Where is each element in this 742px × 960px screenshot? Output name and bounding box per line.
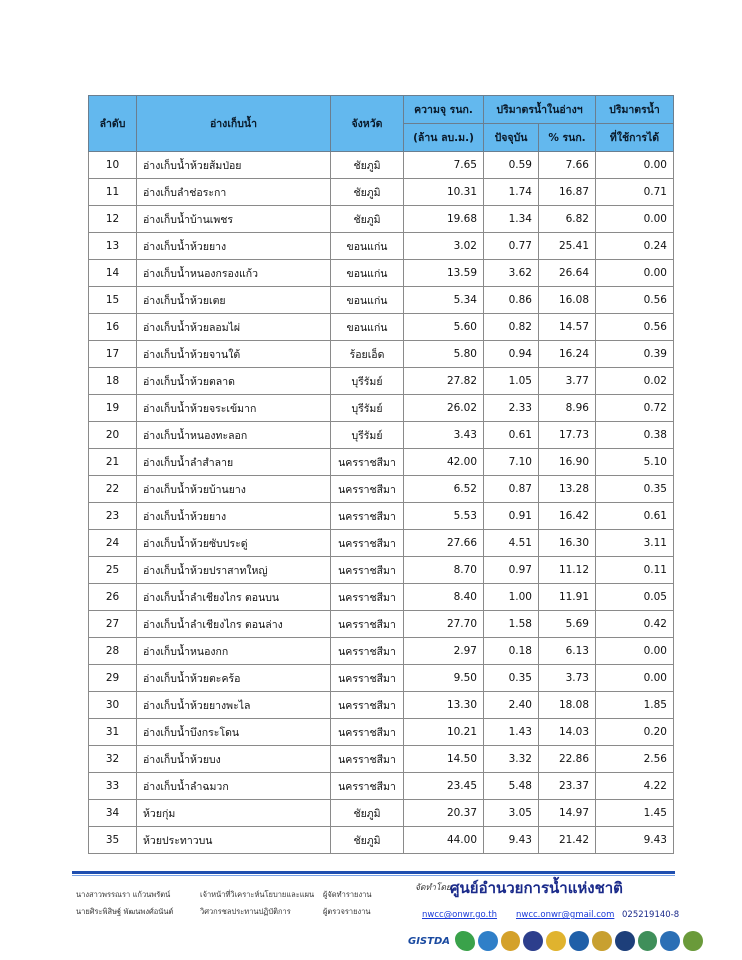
header-capacity-line2: (ล้าน ลบ.ม.) xyxy=(404,124,484,152)
cell-no: 11 xyxy=(89,179,137,206)
cell-current-volume: 0.82 xyxy=(484,314,539,341)
cell-reservoir-name: อ่างเก็บน้ำหนองทะลอก xyxy=(137,422,331,449)
cell-province: บุรีรัมย์ xyxy=(331,422,404,449)
table-row xyxy=(89,773,674,800)
cell-capacity: 13.30 xyxy=(404,692,484,719)
cell-usable-volume: 0.39 xyxy=(596,341,674,368)
table-row xyxy=(89,476,674,503)
cell-percent: 6.82 xyxy=(539,206,596,233)
signer-2-name: นายศิระพิสิษฐ์ พัฒนพงศ์อนันต์ xyxy=(76,907,174,916)
cell-province: นครราชสีมา xyxy=(331,530,404,557)
signer-1-name: นางสาวพรรณรา แก้วนพรัตน์ xyxy=(76,890,171,899)
cell-capacity: 27.66 xyxy=(404,530,484,557)
cell-reservoir-name: อ่างเก็บน้ำห้วยจระเข้มาก xyxy=(137,395,331,422)
header-capacity-line1: ความจุ รนก. xyxy=(404,96,484,124)
cell-usable-volume: 3.11 xyxy=(596,530,674,557)
cell-current-volume: 0.18 xyxy=(484,638,539,665)
table-row xyxy=(89,584,674,611)
cell-province: นครราชสีมา xyxy=(331,692,404,719)
cell-usable-volume: 0.61 xyxy=(596,503,674,530)
signer-1-role: ผู้จัดทำรายงาน xyxy=(323,890,372,899)
cell-province: นครราชสีมา xyxy=(331,476,404,503)
cell-no: 18 xyxy=(89,368,137,395)
cell-usable-volume: 0.02 xyxy=(596,368,674,395)
cell-current-volume: 0.97 xyxy=(484,557,539,584)
cell-capacity: 44.00 xyxy=(404,827,484,854)
agency-prefix: จัดทำโดย: xyxy=(415,883,454,893)
cell-no: 22 xyxy=(89,476,137,503)
cell-capacity: 23.45 xyxy=(404,773,484,800)
cell-capacity: 9.50 xyxy=(404,665,484,692)
table-row xyxy=(89,422,674,449)
cell-capacity: 6.52 xyxy=(404,476,484,503)
cell-reservoir-name: อ่างเก็บลำช่อระกา xyxy=(137,179,331,206)
footer-rule xyxy=(72,871,675,874)
cell-no: 13 xyxy=(89,233,137,260)
cell-capacity: 19.68 xyxy=(404,206,484,233)
navy-logo-icon xyxy=(615,931,635,951)
cell-capacity: 7.65 xyxy=(404,152,484,179)
cell-no: 35 xyxy=(89,827,137,854)
cell-current-volume: 3.32 xyxy=(484,746,539,773)
cell-province: นครราชสีมา xyxy=(331,503,404,530)
table-row xyxy=(89,287,674,314)
cell-province: นครราชสีมา xyxy=(331,638,404,665)
cell-province: นครราชสีมา xyxy=(331,557,404,584)
cell-percent: 22.86 xyxy=(539,746,596,773)
cell-current-volume: 0.77 xyxy=(484,233,539,260)
signer-2-role: ผู้ตรวจรายงาน xyxy=(323,907,371,916)
signer-2-position: วิศวกรชลประทานปฏิบัติการ xyxy=(200,907,291,916)
cell-province: ชัยภูมิ xyxy=(331,827,404,854)
table-row xyxy=(89,611,674,638)
cell-percent: 3.73 xyxy=(539,665,596,692)
cell-capacity: 13.59 xyxy=(404,260,484,287)
cell-no: 28 xyxy=(89,638,137,665)
cell-current-volume: 1.05 xyxy=(484,368,539,395)
cell-reservoir-name: อ่างเก็บน้ำห้วยตะคร้อ xyxy=(137,665,331,692)
cell-usable-volume: 2.56 xyxy=(596,746,674,773)
cell-no: 24 xyxy=(89,530,137,557)
cell-percent: 5.69 xyxy=(539,611,596,638)
cell-province: นครราชสีมา xyxy=(331,611,404,638)
cell-percent: 16.08 xyxy=(539,287,596,314)
cell-reservoir-name: อ่างเก็บน้ำห้วยบ้านยาง xyxy=(137,476,331,503)
cell-capacity: 8.70 xyxy=(404,557,484,584)
cell-capacity: 20.37 xyxy=(404,800,484,827)
cell-no: 30 xyxy=(89,692,137,719)
cell-province: ขอนแก่น xyxy=(331,260,404,287)
cell-current-volume: 3.05 xyxy=(484,800,539,827)
cell-capacity: 27.70 xyxy=(404,611,484,638)
cell-percent: 6.13 xyxy=(539,638,596,665)
cell-reservoir-name: อ่างเก็บน้ำลำเชียงไกร ตอนบน xyxy=(137,584,331,611)
cell-percent: 3.77 xyxy=(539,368,596,395)
cell-usable-volume: 0.00 xyxy=(596,152,674,179)
cell-reservoir-name: อ่างเก็บน้ำห้วยยาง xyxy=(137,233,331,260)
cell-percent: 16.24 xyxy=(539,341,596,368)
cell-percent: 11.91 xyxy=(539,584,596,611)
cell-usable-volume: 1.45 xyxy=(596,800,674,827)
table-row xyxy=(89,449,674,476)
cell-percent: 18.08 xyxy=(539,692,596,719)
cell-percent: 23.37 xyxy=(539,773,596,800)
cell-usable-volume: 0.00 xyxy=(596,638,674,665)
cell-current-volume: 3.62 xyxy=(484,260,539,287)
cell-percent: 14.97 xyxy=(539,800,596,827)
cell-usable-volume: 0.24 xyxy=(596,233,674,260)
cell-no: 12 xyxy=(89,206,137,233)
cell-province: นครราชสีมา xyxy=(331,584,404,611)
header-current: ปัจจุบัน xyxy=(484,124,539,152)
cell-current-volume: 0.61 xyxy=(484,422,539,449)
cell-percent: 14.03 xyxy=(539,719,596,746)
partner-logos xyxy=(408,929,703,953)
table-row xyxy=(89,314,674,341)
table-row xyxy=(89,746,674,773)
cell-current-volume: 0.86 xyxy=(484,287,539,314)
cell-reservoir-name: อ่างเก็บน้ำห้วยยางพะไล xyxy=(137,692,331,719)
cell-capacity: 2.97 xyxy=(404,638,484,665)
cell-no: 31 xyxy=(89,719,137,746)
cell-no: 17 xyxy=(89,341,137,368)
cell-usable-volume: 0.00 xyxy=(596,665,674,692)
cell-current-volume: 2.40 xyxy=(484,692,539,719)
leaf-logo-icon xyxy=(455,931,475,951)
header-usable-line1: ปริมาตรน้ำ xyxy=(596,96,674,124)
cell-capacity: 3.02 xyxy=(404,233,484,260)
cell-province: ชัยภูมิ xyxy=(331,179,404,206)
forest-logo-icon xyxy=(683,931,703,951)
cell-reservoir-name: อ่างเก็บน้ำห้วยจานใต้ xyxy=(137,341,331,368)
cell-current-volume: 1.00 xyxy=(484,584,539,611)
cell-province: นครราชสีมา xyxy=(331,665,404,692)
cell-no: 19 xyxy=(89,395,137,422)
cell-current-volume: 1.58 xyxy=(484,611,539,638)
cell-usable-volume: 0.00 xyxy=(596,206,674,233)
cell-capacity: 8.40 xyxy=(404,584,484,611)
cell-usable-volume: 9.43 xyxy=(596,827,674,854)
table-row xyxy=(89,395,674,422)
cell-no: 26 xyxy=(89,584,137,611)
cell-capacity: 27.82 xyxy=(404,368,484,395)
cell-current-volume: 1.34 xyxy=(484,206,539,233)
cell-percent: 16.90 xyxy=(539,449,596,476)
cell-percent: 11.12 xyxy=(539,557,596,584)
cell-percent: 8.96 xyxy=(539,395,596,422)
cell-percent: 16.42 xyxy=(539,503,596,530)
blue-seal-logo-icon xyxy=(660,931,680,951)
header-percent: % รนก. xyxy=(539,124,596,152)
cell-no: 15 xyxy=(89,287,137,314)
seal-logo-icon xyxy=(569,931,589,951)
cell-usable-volume: 0.35 xyxy=(596,476,674,503)
table-row xyxy=(89,800,674,827)
cell-reservoir-name: อ่างเก็บน้ำหนองกรองแก้ว xyxy=(137,260,331,287)
reservoir-table xyxy=(88,95,674,854)
shield-logo-icon xyxy=(523,931,543,951)
cell-capacity: 26.02 xyxy=(404,395,484,422)
cell-usable-volume: 4.22 xyxy=(596,773,674,800)
cell-capacity: 10.31 xyxy=(404,179,484,206)
cell-capacity: 14.50 xyxy=(404,746,484,773)
cell-current-volume: 1.43 xyxy=(484,719,539,746)
cell-province: นครราชสีมา xyxy=(331,449,404,476)
cell-no: 25 xyxy=(89,557,137,584)
cell-province: ขอนแก่น xyxy=(331,287,404,314)
cell-no: 29 xyxy=(89,665,137,692)
cell-reservoir-name: อ่างเก็บน้ำห้วยส้มป่อย xyxy=(137,152,331,179)
cell-reservoir-name: อ่างเก็บน้ำห้วยซับประดู่ xyxy=(137,530,331,557)
cell-capacity: 10.21 xyxy=(404,719,484,746)
cell-current-volume: 7.10 xyxy=(484,449,539,476)
cell-current-volume: 5.48 xyxy=(484,773,539,800)
cell-usable-volume: 5.10 xyxy=(596,449,674,476)
email-link-2[interactable]: nwcc.onwr@gmail.com xyxy=(516,910,615,920)
cell-current-volume: 0.59 xyxy=(484,152,539,179)
cell-capacity: 5.80 xyxy=(404,341,484,368)
cell-reservoir-name: อ่างเก็บน้ำห้วยบง xyxy=(137,746,331,773)
cell-reservoir-name: อ่างเก็บน้ำห้วยยาง xyxy=(137,503,331,530)
cell-percent: 14.57 xyxy=(539,314,596,341)
cell-usable-volume: 0.05 xyxy=(596,584,674,611)
table-body xyxy=(89,152,674,854)
cell-usable-volume: 0.56 xyxy=(596,314,674,341)
cell-current-volume: 4.51 xyxy=(484,530,539,557)
table-row xyxy=(89,368,674,395)
cell-no: 33 xyxy=(89,773,137,800)
cell-usable-volume: 0.72 xyxy=(596,395,674,422)
cell-reservoir-name: อ่างเก็บน้ำบ้านเพชร xyxy=(137,206,331,233)
table-row xyxy=(89,692,674,719)
agency-name: ศูนย์อำนวยการน้ำแห่งชาติ xyxy=(450,879,623,897)
cell-percent: 16.30 xyxy=(539,530,596,557)
table-row xyxy=(89,638,674,665)
cell-current-volume: 0.87 xyxy=(484,476,539,503)
cell-usable-volume: 0.42 xyxy=(596,611,674,638)
cell-usable-volume: 0.20 xyxy=(596,719,674,746)
header-reservoir: อ่างเก็บน้ำ xyxy=(137,96,331,152)
cell-no: 32 xyxy=(89,746,137,773)
header-no: ลำดับ xyxy=(89,96,137,152)
cell-province: ขอนแก่น xyxy=(331,233,404,260)
cell-percent: 21.42 xyxy=(539,827,596,854)
cell-reservoir-name: อ่างเก็บน้ำห้วยลอมไผ่ xyxy=(137,314,331,341)
cell-reservoir-name: อ่างเก็บน้ำลำฉมวก xyxy=(137,773,331,800)
cell-percent: 17.73 xyxy=(539,422,596,449)
table-row xyxy=(89,530,674,557)
cell-no: 16 xyxy=(89,314,137,341)
cell-capacity: 5.34 xyxy=(404,287,484,314)
table-row xyxy=(89,206,674,233)
cell-current-volume: 1.74 xyxy=(484,179,539,206)
table-row xyxy=(89,827,674,854)
cell-no: 20 xyxy=(89,422,137,449)
cell-reservoir-name: อ่างเก็บน้ำห้วยตลาด xyxy=(137,368,331,395)
table-row xyxy=(89,341,674,368)
cell-province: บุรีรัมย์ xyxy=(331,368,404,395)
cell-no: 27 xyxy=(89,611,137,638)
cell-capacity: 42.00 xyxy=(404,449,484,476)
cell-usable-volume: 0.00 xyxy=(596,260,674,287)
table-row xyxy=(89,719,674,746)
header-volume-group: ปริมาตรน้ำในอ่างฯ xyxy=(484,96,596,124)
crest-logo-icon xyxy=(546,931,566,951)
emblem-logo-icon xyxy=(501,931,521,951)
cell-reservoir-name: อ่างเก็บน้ำหนองกก xyxy=(137,638,331,665)
cell-usable-volume: 0.56 xyxy=(596,287,674,314)
table-row xyxy=(89,260,674,287)
cell-province: ชัยภูมิ xyxy=(331,152,404,179)
gistda-logo: GISTDA xyxy=(408,935,450,947)
green-seal-logo-icon xyxy=(638,931,658,951)
cell-province: ขอนแก่น xyxy=(331,314,404,341)
header-usable-line2: ที่ใช้การได้ xyxy=(596,124,674,152)
cell-province: ชัยภูมิ xyxy=(331,206,404,233)
cell-province: ร้อยเอ็ด xyxy=(331,341,404,368)
table-row xyxy=(89,665,674,692)
table-row xyxy=(89,233,674,260)
cell-usable-volume: 0.11 xyxy=(596,557,674,584)
cell-reservoir-name: อ่างเก็บน้ำลำสำลาย xyxy=(137,449,331,476)
cell-current-volume: 0.94 xyxy=(484,341,539,368)
table-row xyxy=(89,557,674,584)
royal-logo-icon xyxy=(592,931,612,951)
cell-reservoir-name: ห้วยกุ่ม xyxy=(137,800,331,827)
cell-reservoir-name: ห้วยประทาวบน xyxy=(137,827,331,854)
email-link-1[interactable]: nwcc@onwr.go.th xyxy=(422,910,498,920)
cell-no: 23 xyxy=(89,503,137,530)
cell-percent: 16.87 xyxy=(539,179,596,206)
cell-no: 34 xyxy=(89,800,137,827)
cell-province: บุรีรัมย์ xyxy=(331,395,404,422)
cell-current-volume: 2.33 xyxy=(484,395,539,422)
cell-percent: 7.66 xyxy=(539,152,596,179)
cell-no: 21 xyxy=(89,449,137,476)
cell-no: 10 xyxy=(89,152,137,179)
cell-percent: 13.28 xyxy=(539,476,596,503)
signer-1-position: เจ้าหน้าที่วิเคราะห์นโยบายและแผน xyxy=(200,890,315,899)
phone-number: 025219140-8 xyxy=(622,910,680,920)
cell-current-volume: 9.43 xyxy=(484,827,539,854)
table-row xyxy=(89,152,674,179)
table-row xyxy=(89,179,674,206)
cell-province: นครราชสีมา xyxy=(331,719,404,746)
cell-usable-volume: 0.38 xyxy=(596,422,674,449)
cell-percent: 25.41 xyxy=(539,233,596,260)
cell-reservoir-name: อ่างเก็บน้ำห้วยเตย xyxy=(137,287,331,314)
cell-reservoir-name: อ่างเก็บน้ำห้วยปราสาทใหญ่ xyxy=(137,557,331,584)
cell-province: นครราชสีมา xyxy=(331,746,404,773)
cell-reservoir-name: อ่างเก็บน้ำบึงกระโดน xyxy=(137,719,331,746)
cell-province: นครราชสีมา xyxy=(331,773,404,800)
cell-no: 14 xyxy=(89,260,137,287)
cell-usable-volume: 1.85 xyxy=(596,692,674,719)
table-row xyxy=(89,503,674,530)
cell-capacity: 5.60 xyxy=(404,314,484,341)
cell-reservoir-name: อ่างเก็บน้ำลำเชียงไกร ตอนล่าง xyxy=(137,611,331,638)
cell-usable-volume: 0.71 xyxy=(596,179,674,206)
cell-percent: 26.64 xyxy=(539,260,596,287)
cell-current-volume: 0.91 xyxy=(484,503,539,530)
header-province: จังหวัด xyxy=(331,96,404,152)
cell-capacity: 3.43 xyxy=(404,422,484,449)
cell-current-volume: 0.35 xyxy=(484,665,539,692)
cell-capacity: 5.53 xyxy=(404,503,484,530)
water-agency-logo-icon xyxy=(478,931,498,951)
cell-province: ชัยภูมิ xyxy=(331,800,404,827)
